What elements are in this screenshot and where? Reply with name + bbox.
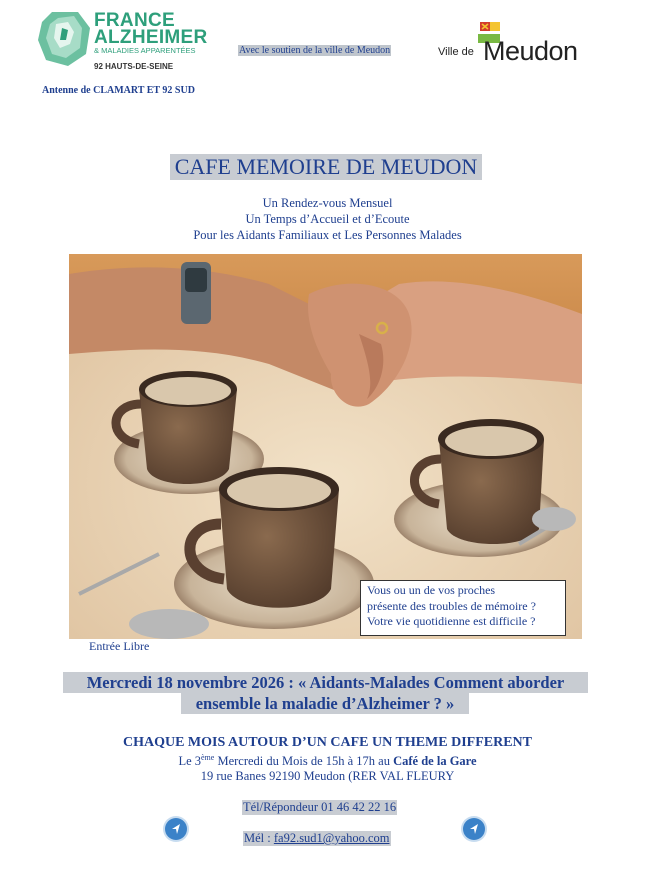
ville-de-meudon-logo xyxy=(438,22,608,72)
navigation-arrow-icon xyxy=(468,823,480,835)
event-line-1: Mercredi 18 novembre 2026 : « Aidants-Malades Comment aborder xyxy=(63,672,588,693)
subtitle-line: Un Rendez-vous Mensuel xyxy=(262,196,393,210)
france-map-emblem-icon xyxy=(38,10,90,66)
venue-name: Café de la Gare xyxy=(393,754,477,769)
navigation-arrow-icon[interactable] xyxy=(165,818,187,840)
address-text: 19 rue Banes 92190 Meudon (RER VAL FLEURY xyxy=(200,769,455,783)
phone-text: Tél/Répondeur 01 46 42 22 16 xyxy=(243,800,397,814)
navigation-arrow-icon[interactable] xyxy=(463,818,485,840)
schedule-text xyxy=(0,753,655,769)
navigation-arrow-icon xyxy=(170,823,182,835)
subtitle-line: Un Temps d’Accueil et d’Ecoute xyxy=(245,212,410,226)
schedule-ordinal: ème xyxy=(201,753,215,762)
email-link[interactable]: fa92.sud1@yahoo.com xyxy=(273,831,390,845)
antenne-label: Antenne de CLAMART ET 92 SUD xyxy=(42,85,195,96)
email-line xyxy=(243,831,391,846)
monthly-theme-heading: CHAQUE MOIS AUTOUR D’UN CAFE UN THEME DIFFERENT xyxy=(122,735,532,750)
schedule-prefix: Le 3 xyxy=(178,754,201,769)
logo-text-maladies: & MALADIES APPARENTÉES xyxy=(94,46,196,55)
subtitle-line: Pour les Aidants Familiaux et Les Personnes Malades xyxy=(193,228,462,242)
schedule-middle: Mercredi du Mois de 15h à 17h au xyxy=(214,754,394,769)
logo-text-ville-de: Ville de xyxy=(438,46,474,58)
event-line-2: ensemble la maladie d’Alzheimer ? » xyxy=(181,693,469,714)
page-title: CAFE MEMOIRE DE MEUDON xyxy=(170,154,482,180)
logo-text-france: FRANCE xyxy=(94,10,175,31)
logo-text-meudon: Meudon xyxy=(483,36,578,66)
soutien-text: Avec le soutien de la ville de Meudon xyxy=(239,45,391,56)
france-alzheimer-logo xyxy=(38,10,218,74)
entree-libre-label: Entrée Libre xyxy=(89,639,150,653)
callout-line: présente des troubles de mémoire ? xyxy=(367,598,536,613)
callout-line: Vous ou un de vos proches xyxy=(367,583,496,597)
logo-text-alzheimer: ALZHEIMER xyxy=(94,27,208,48)
email-label: Mél : xyxy=(244,831,274,845)
callout-line: Votre vie quotidienne est difficile ? xyxy=(367,614,536,628)
logo-text-department: 92 HAUTS-DE-SEINE xyxy=(94,62,174,71)
callout-box xyxy=(360,580,566,636)
